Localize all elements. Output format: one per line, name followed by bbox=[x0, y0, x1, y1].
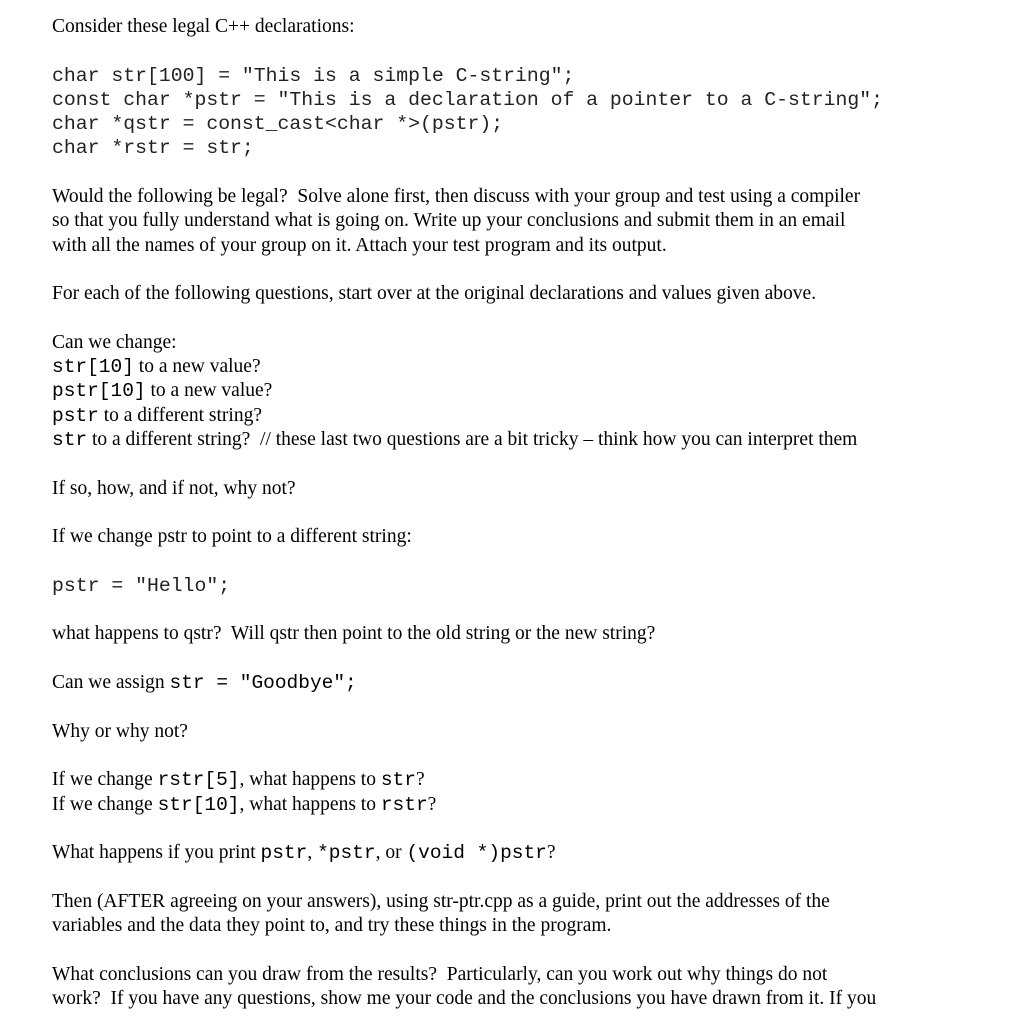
code-inline: pstr[10] bbox=[52, 380, 146, 403]
declaration-qstr: char *qstr = const_cast<char *>(pstr); bbox=[52, 113, 504, 136]
code-inline: str[10] bbox=[157, 793, 240, 816]
code-inline: str = "Goodbye"; bbox=[169, 672, 357, 695]
question-text: ? bbox=[427, 793, 437, 815]
spacer bbox=[52, 817, 1002, 841]
question-text: to a new value? bbox=[145, 380, 273, 402]
spacer bbox=[52, 598, 1002, 622]
code-inline: pstr bbox=[52, 404, 99, 427]
spacer bbox=[52, 938, 1002, 962]
question-text: If we change bbox=[52, 769, 158, 791]
question-text: Can we assign bbox=[52, 672, 170, 694]
question-text: to a new value? bbox=[133, 356, 261, 378]
question-text: What happens if you print bbox=[52, 842, 261, 864]
question-text: , what happens to bbox=[239, 769, 381, 791]
print-question bbox=[52, 841, 1002, 865]
assign-question bbox=[52, 671, 1002, 695]
code-inline: str bbox=[52, 429, 88, 452]
question-text: to a different string? // these last two questions are a bit tricky – think how you can interpret them bbox=[87, 429, 858, 451]
instructions-paragraph bbox=[52, 185, 1002, 258]
declaration-rstr: char *rstr = str; bbox=[52, 137, 254, 160]
spacer bbox=[52, 161, 1002, 185]
code-inline: str[10] bbox=[52, 356, 134, 379]
paragraph-line: What conclusions can you draw from the results? Particularly, can you work out why things do not bbox=[52, 963, 828, 985]
start-over-text: For each of the following questions, start over at the original declarations and values given above. bbox=[52, 283, 817, 305]
spacer bbox=[52, 258, 1002, 282]
can-we-change-section bbox=[52, 331, 1002, 452]
spacer bbox=[52, 744, 1002, 768]
if-so-text: If so, how, and if not, why not? bbox=[52, 477, 296, 499]
paragraph-line: Would the following be legal? Solve alone first, then discuss with your group and test using a compiler bbox=[52, 186, 861, 208]
paragraph-line: Then (AFTER agreeing on your answers), using str-ptr.cpp as a guide, print out the addresses of the bbox=[52, 890, 830, 912]
declaration-pstr: const char *pstr = "This is a declaration of a pointer to a C-string"; bbox=[52, 88, 883, 111]
question-item bbox=[52, 379, 1002, 403]
paragraph-line: work? If you have any questions, show me your code and the conclusions you have drawn from it. If you bbox=[52, 987, 877, 1009]
spacer bbox=[52, 550, 1002, 574]
question-item bbox=[52, 768, 1002, 792]
code-inline: (void *)pstr bbox=[406, 842, 547, 865]
code-inline: str bbox=[380, 769, 416, 792]
question-text: , or bbox=[375, 842, 407, 864]
question-item bbox=[52, 428, 1002, 452]
paragraph-line: with all the names of your group on it. Attach your test program and its output. bbox=[52, 234, 667, 256]
why-text: Why or why not? bbox=[52, 720, 188, 742]
then-paragraph bbox=[52, 890, 1002, 939]
intro-text: Consider these legal C++ declarations: bbox=[52, 16, 355, 37]
declaration-str: char str[100] = "This is a simple C-string"; bbox=[52, 64, 575, 87]
question-text: ? bbox=[415, 769, 425, 791]
spacer bbox=[52, 647, 1002, 671]
question-text: , bbox=[307, 842, 318, 864]
question-text: ? bbox=[546, 842, 556, 864]
code-inline: rstr[5] bbox=[157, 769, 240, 792]
question-item bbox=[52, 793, 1002, 817]
spacer bbox=[52, 501, 1002, 525]
code-inline: pstr bbox=[260, 842, 308, 865]
spacer bbox=[52, 865, 1002, 889]
spacer bbox=[52, 452, 1002, 476]
conclusions-paragraph bbox=[52, 963, 1002, 1012]
paragraph-line: variables and the data they point to, and try these things in the program. bbox=[52, 914, 612, 936]
question-item bbox=[52, 355, 1002, 379]
section-heading: Can we change: bbox=[52, 331, 177, 353]
paragraph-line: so that you fully understand what is going on. Write up your conclusions and submit them in an email bbox=[52, 210, 846, 232]
code-inline: *pstr bbox=[317, 842, 376, 865]
change-pstr-text: If we change pstr to point to a different string: bbox=[52, 526, 412, 548]
qstr-question: what happens to qstr? Will qstr then point to the old string or the new string? bbox=[52, 623, 656, 645]
question-text: If we change bbox=[52, 793, 158, 815]
question-text: to a different string? bbox=[98, 404, 262, 426]
spacer bbox=[52, 307, 1002, 331]
document-page bbox=[52, 15, 1002, 1011]
question-item bbox=[52, 404, 1002, 428]
spacer bbox=[52, 695, 1002, 719]
spacer bbox=[52, 39, 1002, 63]
code-inline: rstr bbox=[380, 793, 428, 816]
declarations-code-block bbox=[52, 64, 1002, 161]
question-text: , what happens to bbox=[239, 793, 381, 815]
rstr-questions bbox=[52, 768, 1002, 817]
pstr-assign-code: pstr = "Hello"; bbox=[52, 574, 231, 597]
